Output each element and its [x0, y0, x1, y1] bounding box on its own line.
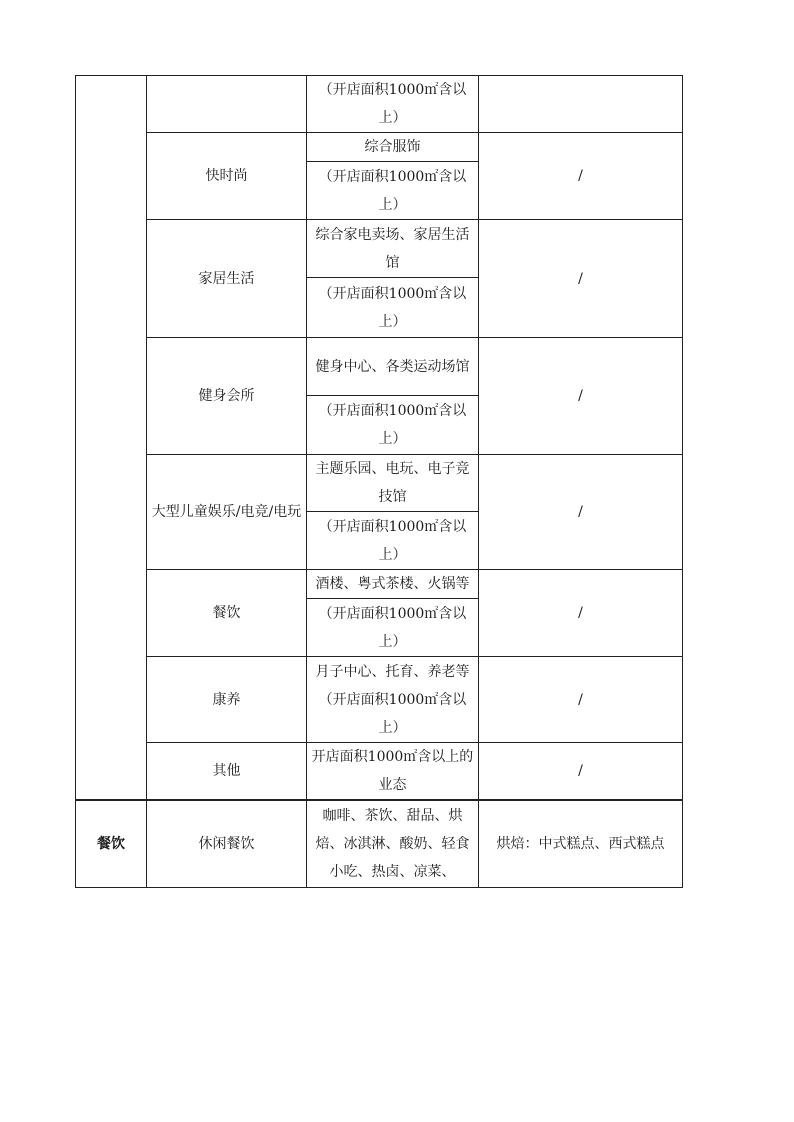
category-cell: 康养	[147, 657, 307, 743]
area-note-cell: （开店面积1000㎡含以上）	[307, 512, 479, 570]
format-cell: 综合服饰	[307, 133, 479, 162]
area-note-cell: （开店面积1000㎡含以上）	[307, 162, 479, 220]
area-note-cell: （开店面积1000㎡含以上）	[307, 396, 479, 455]
note-cell: 烘焙：中式糕点、西式糕点	[479, 801, 683, 888]
note-cell: /	[479, 743, 683, 800]
format-cell: 健身中心、各类运动场馆	[307, 338, 479, 396]
area-note-cell: （开店面积1000㎡含以上）	[307, 278, 479, 338]
note-cell: /	[479, 657, 683, 743]
category-cell: 家居生活	[147, 220, 307, 338]
format-cell: 咖啡、茶饮、甜品、烘焙、冰淇淋、酸奶、轻食小吃、热卤、凉菜、	[307, 801, 479, 888]
snack-dining-table	[75, 800, 683, 888]
format-cell: 月子中心、托育、养老等（开店面积1000㎡含以上）	[307, 657, 479, 743]
area-note-cell: （开店面积1000㎡含以上）	[307, 76, 479, 133]
category-cell: 休闲餐饮	[147, 801, 307, 888]
note-cell: /	[479, 338, 683, 455]
format-cell: 开店面积1000㎡含以上的业态	[307, 743, 479, 800]
category-cell: 其他	[147, 743, 307, 800]
note-cell: /	[479, 133, 683, 220]
group-cell: 餐饮	[76, 801, 147, 888]
group-cell-continued	[76, 76, 147, 800]
note-cell: /	[479, 220, 683, 338]
category-cell: 餐饮	[147, 570, 307, 657]
note-cell: /	[479, 455, 683, 570]
note-cell	[479, 76, 683, 133]
format-cell: 酒楼、粤式茶楼、火锅等	[307, 570, 479, 599]
format-cell: 主题乐园、电玩、电子竞技馆	[307, 455, 479, 512]
category-cell: 大型儿童娱乐/电竞/电玩	[147, 455, 307, 570]
category-cell: 健身会所	[147, 338, 307, 455]
category-cell	[147, 76, 307, 133]
business-format-table	[75, 75, 683, 800]
format-cell: 综合家电卖场、家居生活馆	[307, 220, 479, 278]
area-note-cell: （开店面积1000㎡含以上）	[307, 599, 479, 657]
note-cell: /	[479, 570, 683, 657]
category-cell: 快时尚	[147, 133, 307, 220]
